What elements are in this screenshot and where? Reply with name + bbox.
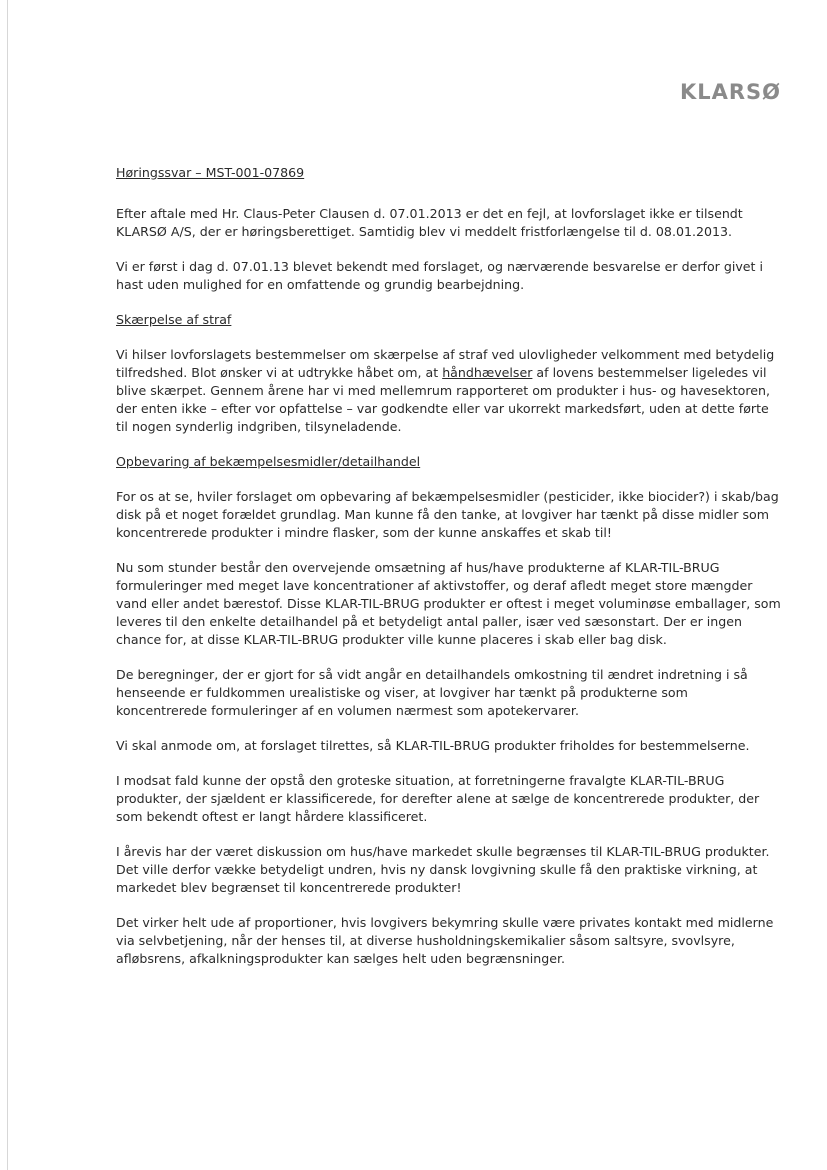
punishment-text-part2: af lovens bestemmelser ligeledes vil blive skærpet. Gennem årene har vi med mellemrum rapporteret om produkter i hus- og havesektoren, der enten ikke – efter vor opfattelse – var godkendte eller var ukorrekt markedsført, uden at dette førte til nogen synderlig indgriben, tilsyneladende. xyxy=(116,365,770,434)
intro-paragraph-2: Vi er først i dag d. 07.01.13 blevet bekendt med forslaget, og nærværende besvarelse er derfor givet i hast uden mulighed for en omfattende og grundig bearbejdning. xyxy=(116,259,763,292)
letter-body xyxy=(116,164,781,985)
section-heading-punishment: Skærpelse af straf xyxy=(116,312,232,327)
section-heading-storage: Opbevaring af bekæmpelsesmidler/detailhandel xyxy=(116,454,421,469)
storage-paragraph-3: De beregninger, der er gjort for så vidt angår en detailhandels omkostning til ændret indretning i så henseende er fuldkommen urealistiske og viser, at lovgiver har tænkt på produkterne som koncentrerede formuleringer af en volumen nærmest som apotekervarer. xyxy=(116,667,748,718)
company-logo: KLARSØ xyxy=(679,80,781,104)
intro-paragraph-1: Efter aftale med Hr. Claus-Peter Clausen d. 07.01.2013 er det en fejl, at lovforslaget ikke er tilsendt KLARSØ A/S, der er høringsberettiget. Samtidig blev vi meddelt fristforlængelse til d. 08.01.2013. xyxy=(116,206,743,239)
storage-paragraph-2: Nu som stunder består den overvejende omsætning af hus/have produkterne af KLAR-TIL-BRUG formuleringer med meget lave koncentrationer af aktivstoffer, og deraf afledt meget store mængder vand eller andet bærestof. Disse KLAR-TIL-BRUG produkter er oftest i meget voluminøse emballager, som leveres til den enkelte detailhandel på et betydeligt antal paller, især ved sæsonstart. Der er ingen chance for, at disse KLAR-TIL-BRUG produkter ville kunne placeres i skab eller bag disk. xyxy=(116,560,781,647)
storage-paragraph-1: For os at se, hviler forslaget om opbevaring af bekæmpelsesmidler (pesticider, ikke biocider?) i skab/bag disk på et noget forældet grundlag. Man kunne få den tanke, at lovgiver har tænkt på disse midler som koncentrerede produkter i mindre flasker, som der kunne anskaffes et skab til! xyxy=(116,489,779,540)
enforcement-underlined-word: håndhævelser xyxy=(442,365,533,380)
document-title: Høringssvar – MST-001-07869 xyxy=(116,165,305,180)
punishment-paragraph xyxy=(116,346,781,436)
scan-edge-line xyxy=(7,0,8,1170)
punishment-text-part1: Vi hilser lovforslagets bestemmelser om skærpelse af straf ved ulovligheder velkomment med betydelig tilfredshed. Blot ønsker vi at udtrykke håbet om, at xyxy=(116,347,775,380)
storage-paragraph-5: I modsat fald kunne der opstå den groteske situation, at forretningerne fravalgte KLAR-TIL-BRUG produkter, der sjældent er klassificerede, for derefter alene at sælge de koncentrerede produkter, der som bekendt oftest er langt hårdere klassificeret. xyxy=(116,773,760,824)
storage-paragraph-7: Det virker helt ude af proportioner, hvis lovgivers bekymring skulle være privates kontakt med midlerne via selvbetjening, når der henses til, at diverse husholdningskemikalier såsom saltsyre, svovlsyre, afløbsrens, afkalkningsprodukter kan sælges helt uden begrænsninger. xyxy=(116,915,774,966)
storage-paragraph-6: I årevis har der været diskussion om hus/have markedet skulle begrænses til KLAR-TIL-BRUG produkter. Det ville derfor vække betydeligt undren, hvis ny dansk lovgivning skulle få den praktiske virkning, at markedet blev begrænset til koncentrerede produkter! xyxy=(116,844,770,895)
storage-paragraph-4: Vi skal anmode om, at forslaget tilrettes, så KLAR-TIL-BRUG produkter friholdes for bestemmelserne. xyxy=(116,738,750,753)
